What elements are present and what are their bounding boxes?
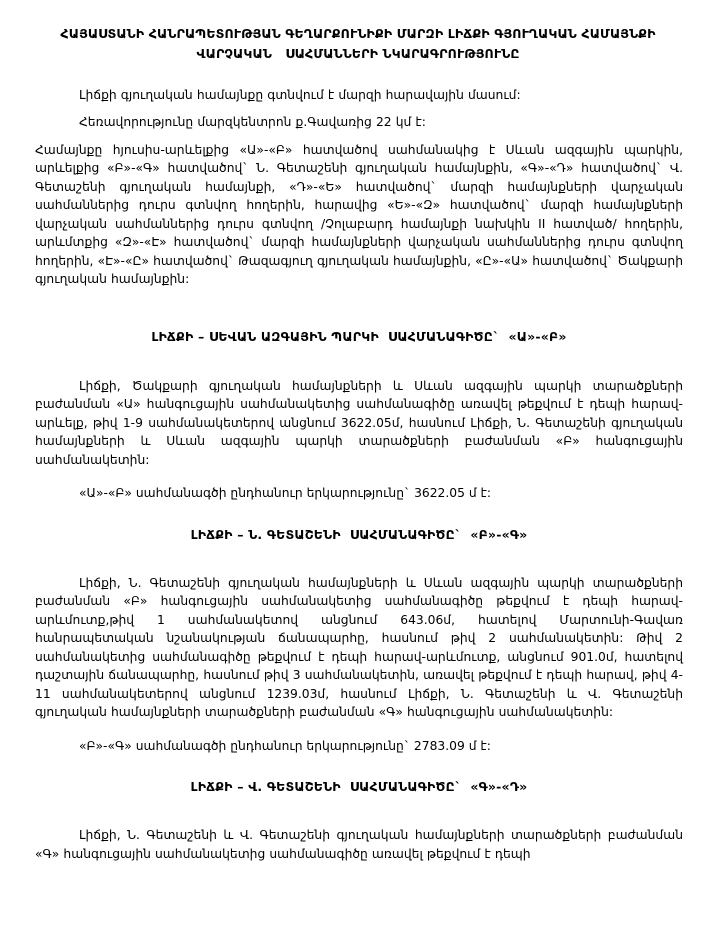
- section-body-a-b: Լիճքի, Ծակքարի գյուղական համայնքների և Սևան ազգային պարկի տարածքների բաժանման «Ա» հանգուցային սահմանակետից սահմանագիծը առավել թեքվում է դեպի հարավ-արևելք, թիվ 1-9 սահմանակետերով անցնում 3622.05մ, հասնում Լիճքի, Ն. Գետաշենի գյուղական համայնքների և Սևան ազգային պարկի տարածքների բաժանման «Բ» հանգուցային սահմանակետին:: [35, 378, 683, 467]
- length-value-b-g: 2783.09: [413, 738, 465, 753]
- spacer: [35, 722, 683, 737]
- spacer: [35, 503, 683, 526]
- spacer: [35, 346, 683, 377]
- section-body-b-g: Լիճքի, Ն. Գետաշենի գյուղական համայնքների և Սևան ազգային պարկի տարածքների բաժանման «Բ» հանգուցային սահմանակետից սահմանագիծը թեքվում է դեպի հարավ-արևմուտք,թիվ 1 սահմանակետով անցնում 643.06մ, հատելով Մարտունի-Գավառ հանրապետական նշանակության ճանապարհը, հասնում թիվ 2 սահմանակետին: Թիվ 2 սահմանակետից սահմանագիծը թեքվում է դեպի հարավ-արևմուտք, անցնում 901.0մ, հատելով դաշտային ճանապարհը, հասնում թիվ 3 սահմանակետին, առավել թեքվում է դեպի հարավ, թիվ 4-11 սահմանակետերով անցնում 1239.03մ, հասնում Լիճքի, Ն. Գետաշենի և Վ. Գետաշենի գյուղական համայնքների տարածքների բաժանման «Գ» հանգուցային սահմանակետին:: [35, 576, 683, 720]
- length-unit-b-g: մ է:: [468, 738, 491, 753]
- overview-paragraph: Համայնքը հյուսիս-արևելքից «Ա»-«Բ» հատվածով սահմանակից է Սևան ազգային պարկին, արևելքից «Բ»-«Գ» հատվածով` Ն. Գետաշենի գյուղական համայնքին, «Գ»-«Դ» հատվածով` Վ. Գետաշենի գյուղական համայնքի, «Դ»-«Ե» հատվածով` մարզի համայնքների վարչական սահմաններից դուրս գտնվող հողերին, հարավից «Ե»-«Զ» հատվածով` մարզի համայնքների վարչական սահմաններից դուրս գտնվող /Չոլաբարդ համայնքի նախկին II հատված/ հողերին, արևմտքից «Զ»-«Է» հատվածով` մարզի համայնքների վարչական սահմաններից դուրս գտնվող հողերին, «Է»-«Ը» հատվածով` Թազագյուղ գյուղական համայնքին, «Ը»-«Ա» հատվածով` Ծակքարի գյուղական համայնքին:: [35, 142, 683, 286]
- spacer: [35, 288, 683, 328]
- section-length-b-g: [35, 737, 683, 755]
- length-unit-a-b: մ է:: [468, 486, 492, 501]
- section-body-g-d: Լիճքի, Ն. Գետաշենի և Վ. Գետաշենի գյուղական համայնքների տարածքների բաժանման «Գ» հանգուցային սահմանակետից սահմանագիծը առավել թեքվում է դեպի: [35, 828, 683, 861]
- spacer: [35, 469, 683, 484]
- document-body: [0, 63, 716, 863]
- spacer: [35, 543, 683, 574]
- section-length-a-b: [35, 484, 683, 502]
- spacer: [35, 755, 683, 778]
- spacer: [35, 132, 683, 141]
- spacer: [35, 104, 683, 113]
- spacer: [35, 795, 683, 826]
- intro-location-line: Լիճքի գյուղական համայնքը գտնվում է մարզի հարավային մասում:: [79, 88, 521, 103]
- page-title: [0, 0, 716, 63]
- length-label-a-b: «Ա»-«Բ» սահմանագծի ընդհանուր երկարությունը`: [79, 486, 411, 501]
- section-heading-a-b: ԼԻՃՔԻ – ՍԵՎԱՆ ԱԶԳԱՅԻՆ ՊԱՐԿԻ ՍԱՀՄԱՆԱԳԻԾԸ` «Ա»-«Բ»: [151, 329, 567, 345]
- intro-distance-line: Հեռավորությունը մարզկենտրոն ք.Գավառից 22 կմ է:: [79, 115, 426, 130]
- section-heading-g-d: ԼԻՃՔԻ – Վ. ԳԵՏԱՇԵՆԻ ՍԱՀՄԱՆԱԳԻԾԸ` «Գ»-«Դ»: [190, 778, 528, 794]
- spacer: [35, 63, 683, 86]
- section-heading-b-g: ԼԻՃՔԻ – Ն. ԳԵՏԱՇԵՆԻ ՍԱՀՄԱՆԱԳԻԾԸ` «Բ»-«Գ»: [190, 526, 528, 542]
- length-label-b-g: «Բ»-«Գ» սահմանագծի ընդհանուր երկարությունը`: [79, 738, 410, 753]
- title-line-2: ՎԱՐՉԱԿԱՆ ՍԱՀՄԱՆՆԵՐԻ ՆԿԱՐԱԳՐՈՒԹՅՈՒՆԸ: [196, 45, 520, 61]
- title-line-1: ՀԱՅԱՍՏԱՆԻ ՀԱՆՐԱՊԵՏՈՒԹՅԱՆ ԳԵՂԱՐՔՈՒՆԻՔԻ ՄԱՐԶԻ ԼԻՃՔԻ ԳՅՈՒՂԱԿԱՆ ՀԱՄԱՅՆՔԻ: [60, 26, 656, 41]
- length-value-a-b: 3622.05: [414, 486, 465, 501]
